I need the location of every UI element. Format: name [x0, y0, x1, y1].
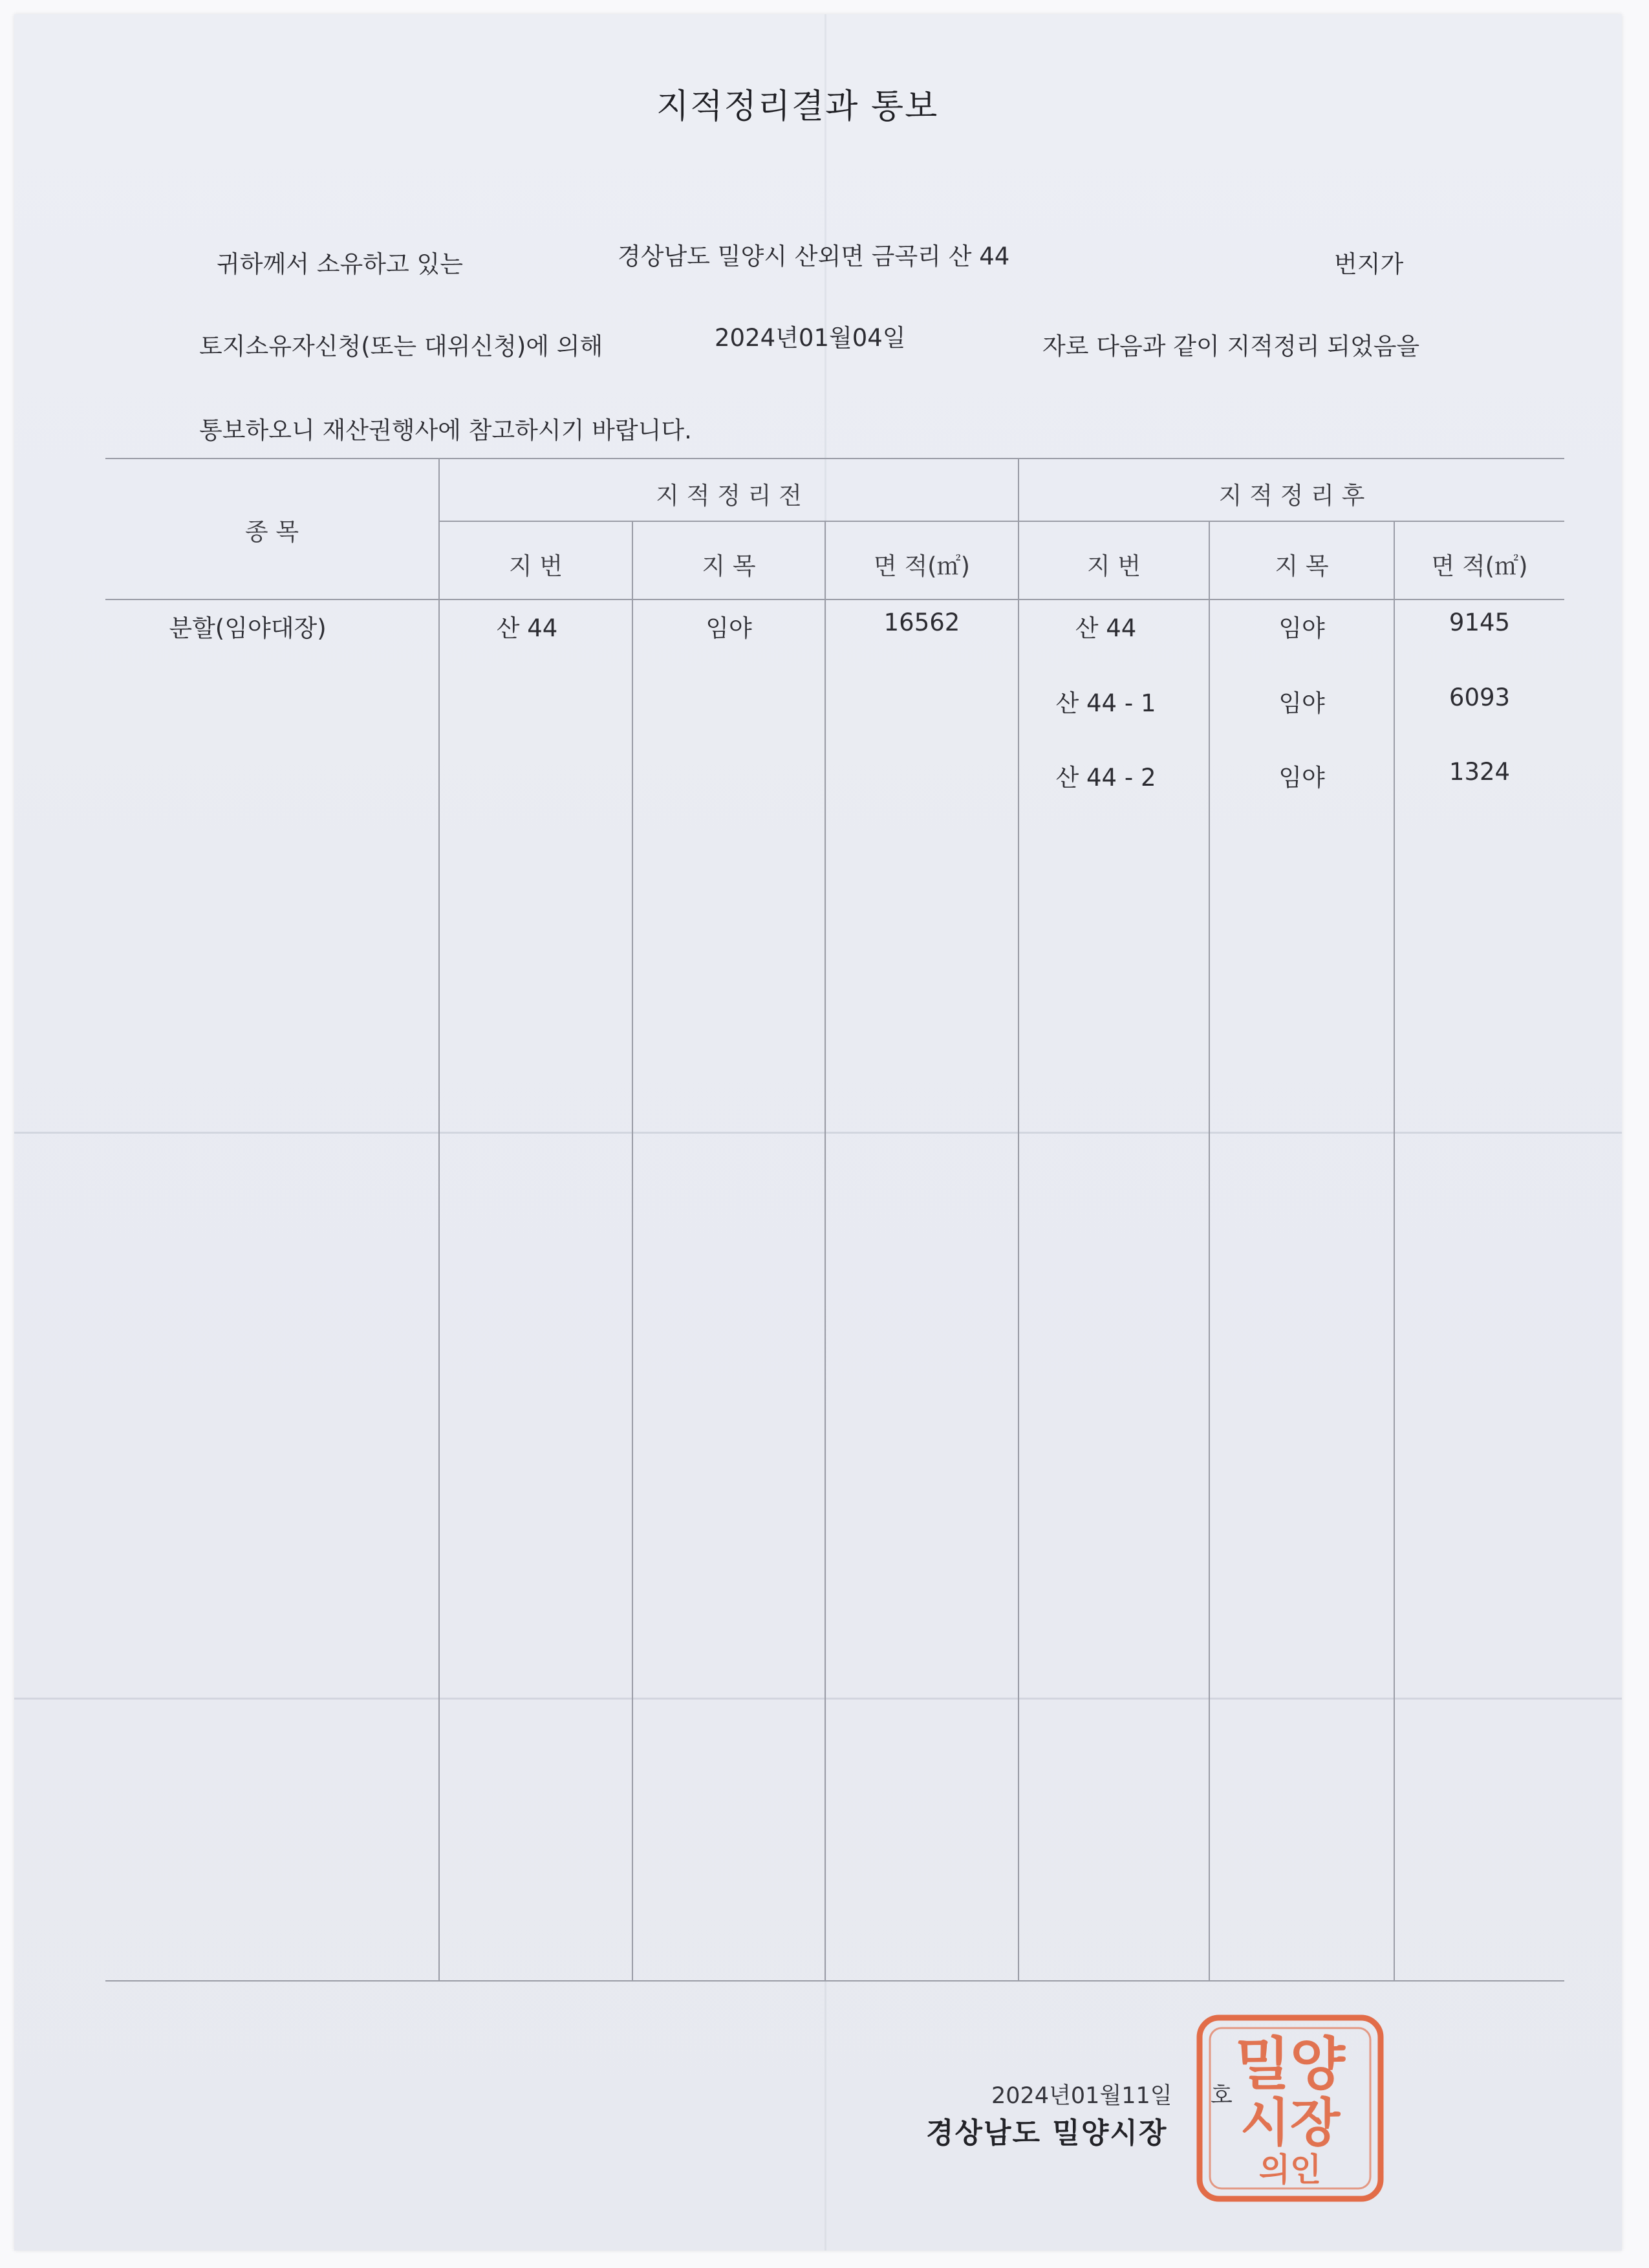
- land-address: 경상남도 밀양시 산외면 금곡리 산 44: [618, 243, 1010, 270]
- subheader-area-after: 면 적(㎡): [1431, 552, 1528, 580]
- header-item: 종 목: [244, 518, 299, 546]
- after-area: 6093: [1449, 684, 1511, 711]
- intro-line2-prefix: 토지소유자신청(또는 대위신청)에 의해: [199, 332, 603, 360]
- header-before: 지 적 정 리 전: [656, 482, 802, 510]
- after-category: 임야: [1278, 764, 1325, 792]
- table-bottom-border: [105, 1980, 1564, 1982]
- intro-line3: 통보하오니 재산권행사에 참고하시기 바랍니다.: [199, 416, 692, 444]
- document-title: 지적정리결과 통보: [656, 87, 939, 126]
- issue-date: 2024년01월11일: [991, 2083, 1172, 2109]
- column-divider: [824, 521, 826, 1980]
- before-area: 16562: [883, 609, 960, 636]
- official-seal-icon: [1193, 2011, 1387, 2205]
- intro-line1-prefix: 귀하께서 소유하고 있는: [217, 250, 463, 278]
- svg-text:밀양: 밀양: [1234, 2031, 1346, 2097]
- intro-line1-suffix: 번지가: [1334, 250, 1404, 278]
- item-value: 분할(임야대장): [169, 614, 327, 642]
- table-group-divider: [440, 521, 1564, 522]
- after-area: 1324: [1449, 758, 1511, 786]
- intro-line2-suffix: 자로 다음과 같이 지적정리 되었음을: [1042, 332, 1420, 360]
- header-after: 지 적 정 리 후: [1218, 482, 1365, 510]
- subheader-area-before: 면 적(㎡): [873, 552, 971, 580]
- after-lot: 산 44: [1075, 614, 1137, 642]
- before-category: 임야: [706, 614, 752, 642]
- after-area: 9145: [1449, 609, 1511, 636]
- svg-text:의인: 의인: [1258, 2151, 1322, 2188]
- fold-line: [14, 1698, 1622, 1700]
- column-divider: [632, 521, 633, 1980]
- request-date: 2024년01월04일: [715, 324, 906, 352]
- svg-text:시장: 시장: [1240, 2093, 1341, 2153]
- after-category: 임야: [1278, 614, 1325, 642]
- before-lot: 산 44: [496, 614, 558, 642]
- after-lot: 산 44 - 2: [1055, 764, 1156, 792]
- issue-trail: 호: [1211, 2083, 1233, 2109]
- subheader-category-before: 지 목: [702, 552, 756, 580]
- issuer-name: 경상남도 밀양시장: [926, 2117, 1168, 2150]
- subheader-lot-after: 지 번: [1086, 552, 1141, 580]
- after-category: 임야: [1278, 689, 1325, 717]
- subheader-lot-before: 지 번: [508, 552, 563, 580]
- fold-line: [14, 1132, 1622, 1134]
- table-header-bottom-border: [105, 599, 1564, 600]
- column-divider: [438, 458, 440, 1980]
- column-divider: [1209, 521, 1210, 1980]
- column-divider: [1394, 521, 1395, 1980]
- table-top-border: [105, 458, 1564, 459]
- subheader-category-after: 지 목: [1275, 552, 1329, 580]
- after-lot: 산 44 - 1: [1055, 689, 1156, 717]
